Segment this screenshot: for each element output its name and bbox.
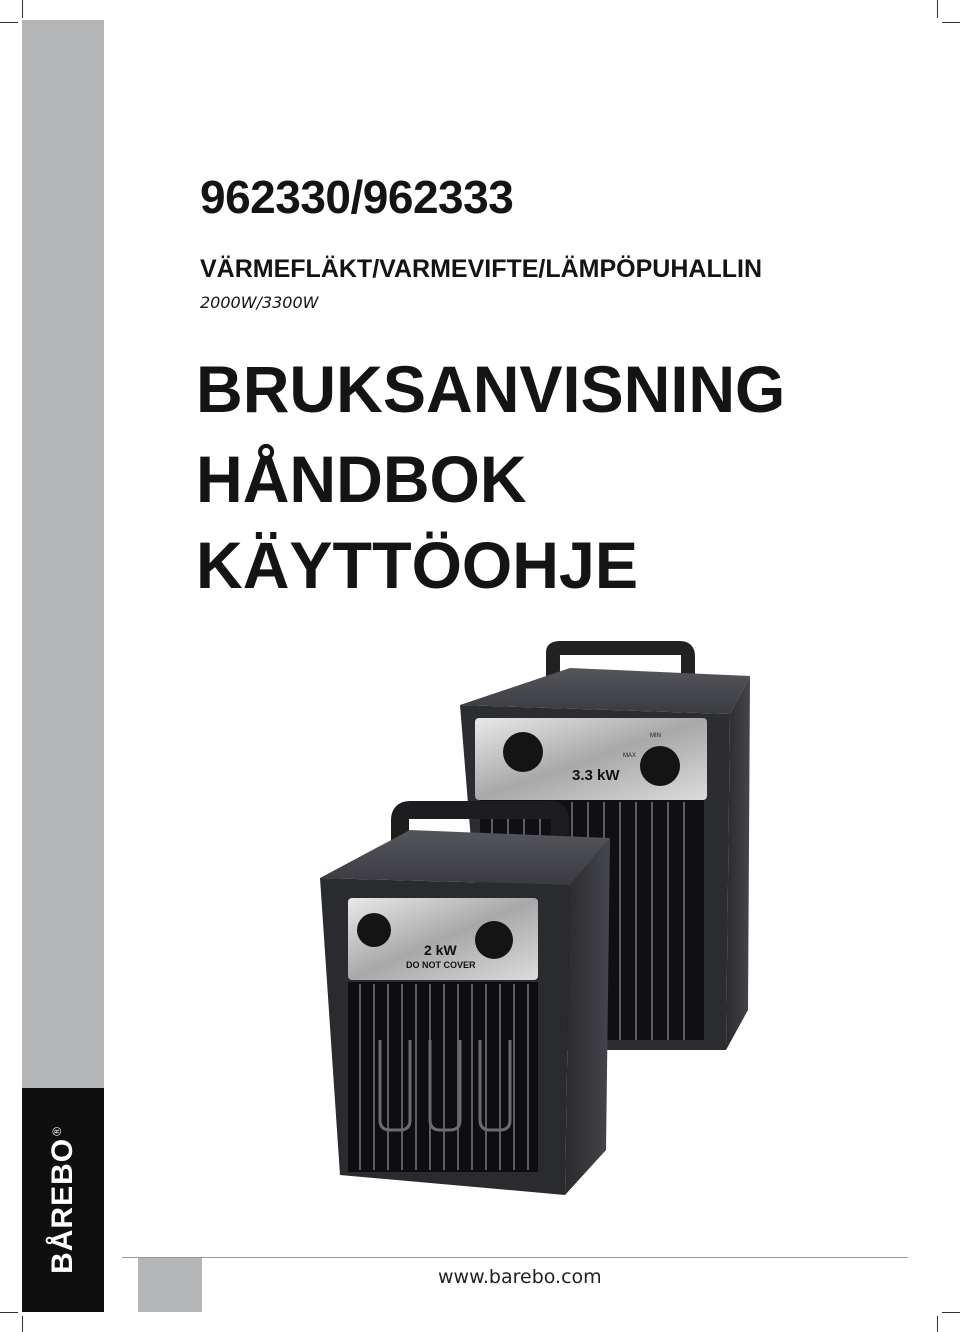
small-heater-warning: DO NOT COVER	[406, 960, 476, 970]
trademark-symbol: ®	[50, 1126, 64, 1136]
brand-logo	[46, 1126, 80, 1274]
manual-title-norwegian: HÅNDBOK	[196, 442, 527, 516]
power-rating: 2000W/3300W	[200, 293, 319, 312]
side-band	[22, 20, 104, 1088]
mode-knob-icon	[503, 732, 543, 772]
footer-divider	[122, 1257, 908, 1258]
dial-min-label: MIN	[650, 733, 661, 739]
crop-mark	[942, 1312, 960, 1313]
mode-knob-icon	[357, 913, 391, 947]
crop-mark	[0, 1312, 18, 1313]
thermostat-knob-icon	[475, 921, 513, 959]
website-url[interactable]: www.barebo.com	[438, 1266, 602, 1288]
large-heater-label: 3.3 kW	[572, 767, 620, 784]
crop-mark	[0, 22, 18, 23]
manual-title-finnish: KÄYTTÖOHJE	[196, 528, 639, 602]
small-heater-label: 2 kW	[424, 942, 457, 958]
dial-max-label: MAX	[623, 753, 637, 759]
crop-mark	[937, 1316, 938, 1332]
model-number: 962330/962333	[200, 171, 514, 223]
footer-tab	[138, 1258, 202, 1312]
crop-mark	[22, 1316, 23, 1332]
brand-name: BÅREBO	[46, 1137, 79, 1274]
product-photo	[310, 640, 770, 1200]
manual-title-swedish: BRUKSANVISNING	[196, 352, 786, 426]
crop-mark	[937, 0, 938, 18]
thermostat-knob-icon	[640, 746, 680, 786]
crop-mark	[22, 0, 23, 18]
crop-mark	[942, 22, 960, 23]
small-heater	[320, 810, 610, 1195]
product-type: VÄRMEFLÄKT/VARMEVIFTE/LÄMPÖPUHALLIN	[200, 255, 763, 283]
